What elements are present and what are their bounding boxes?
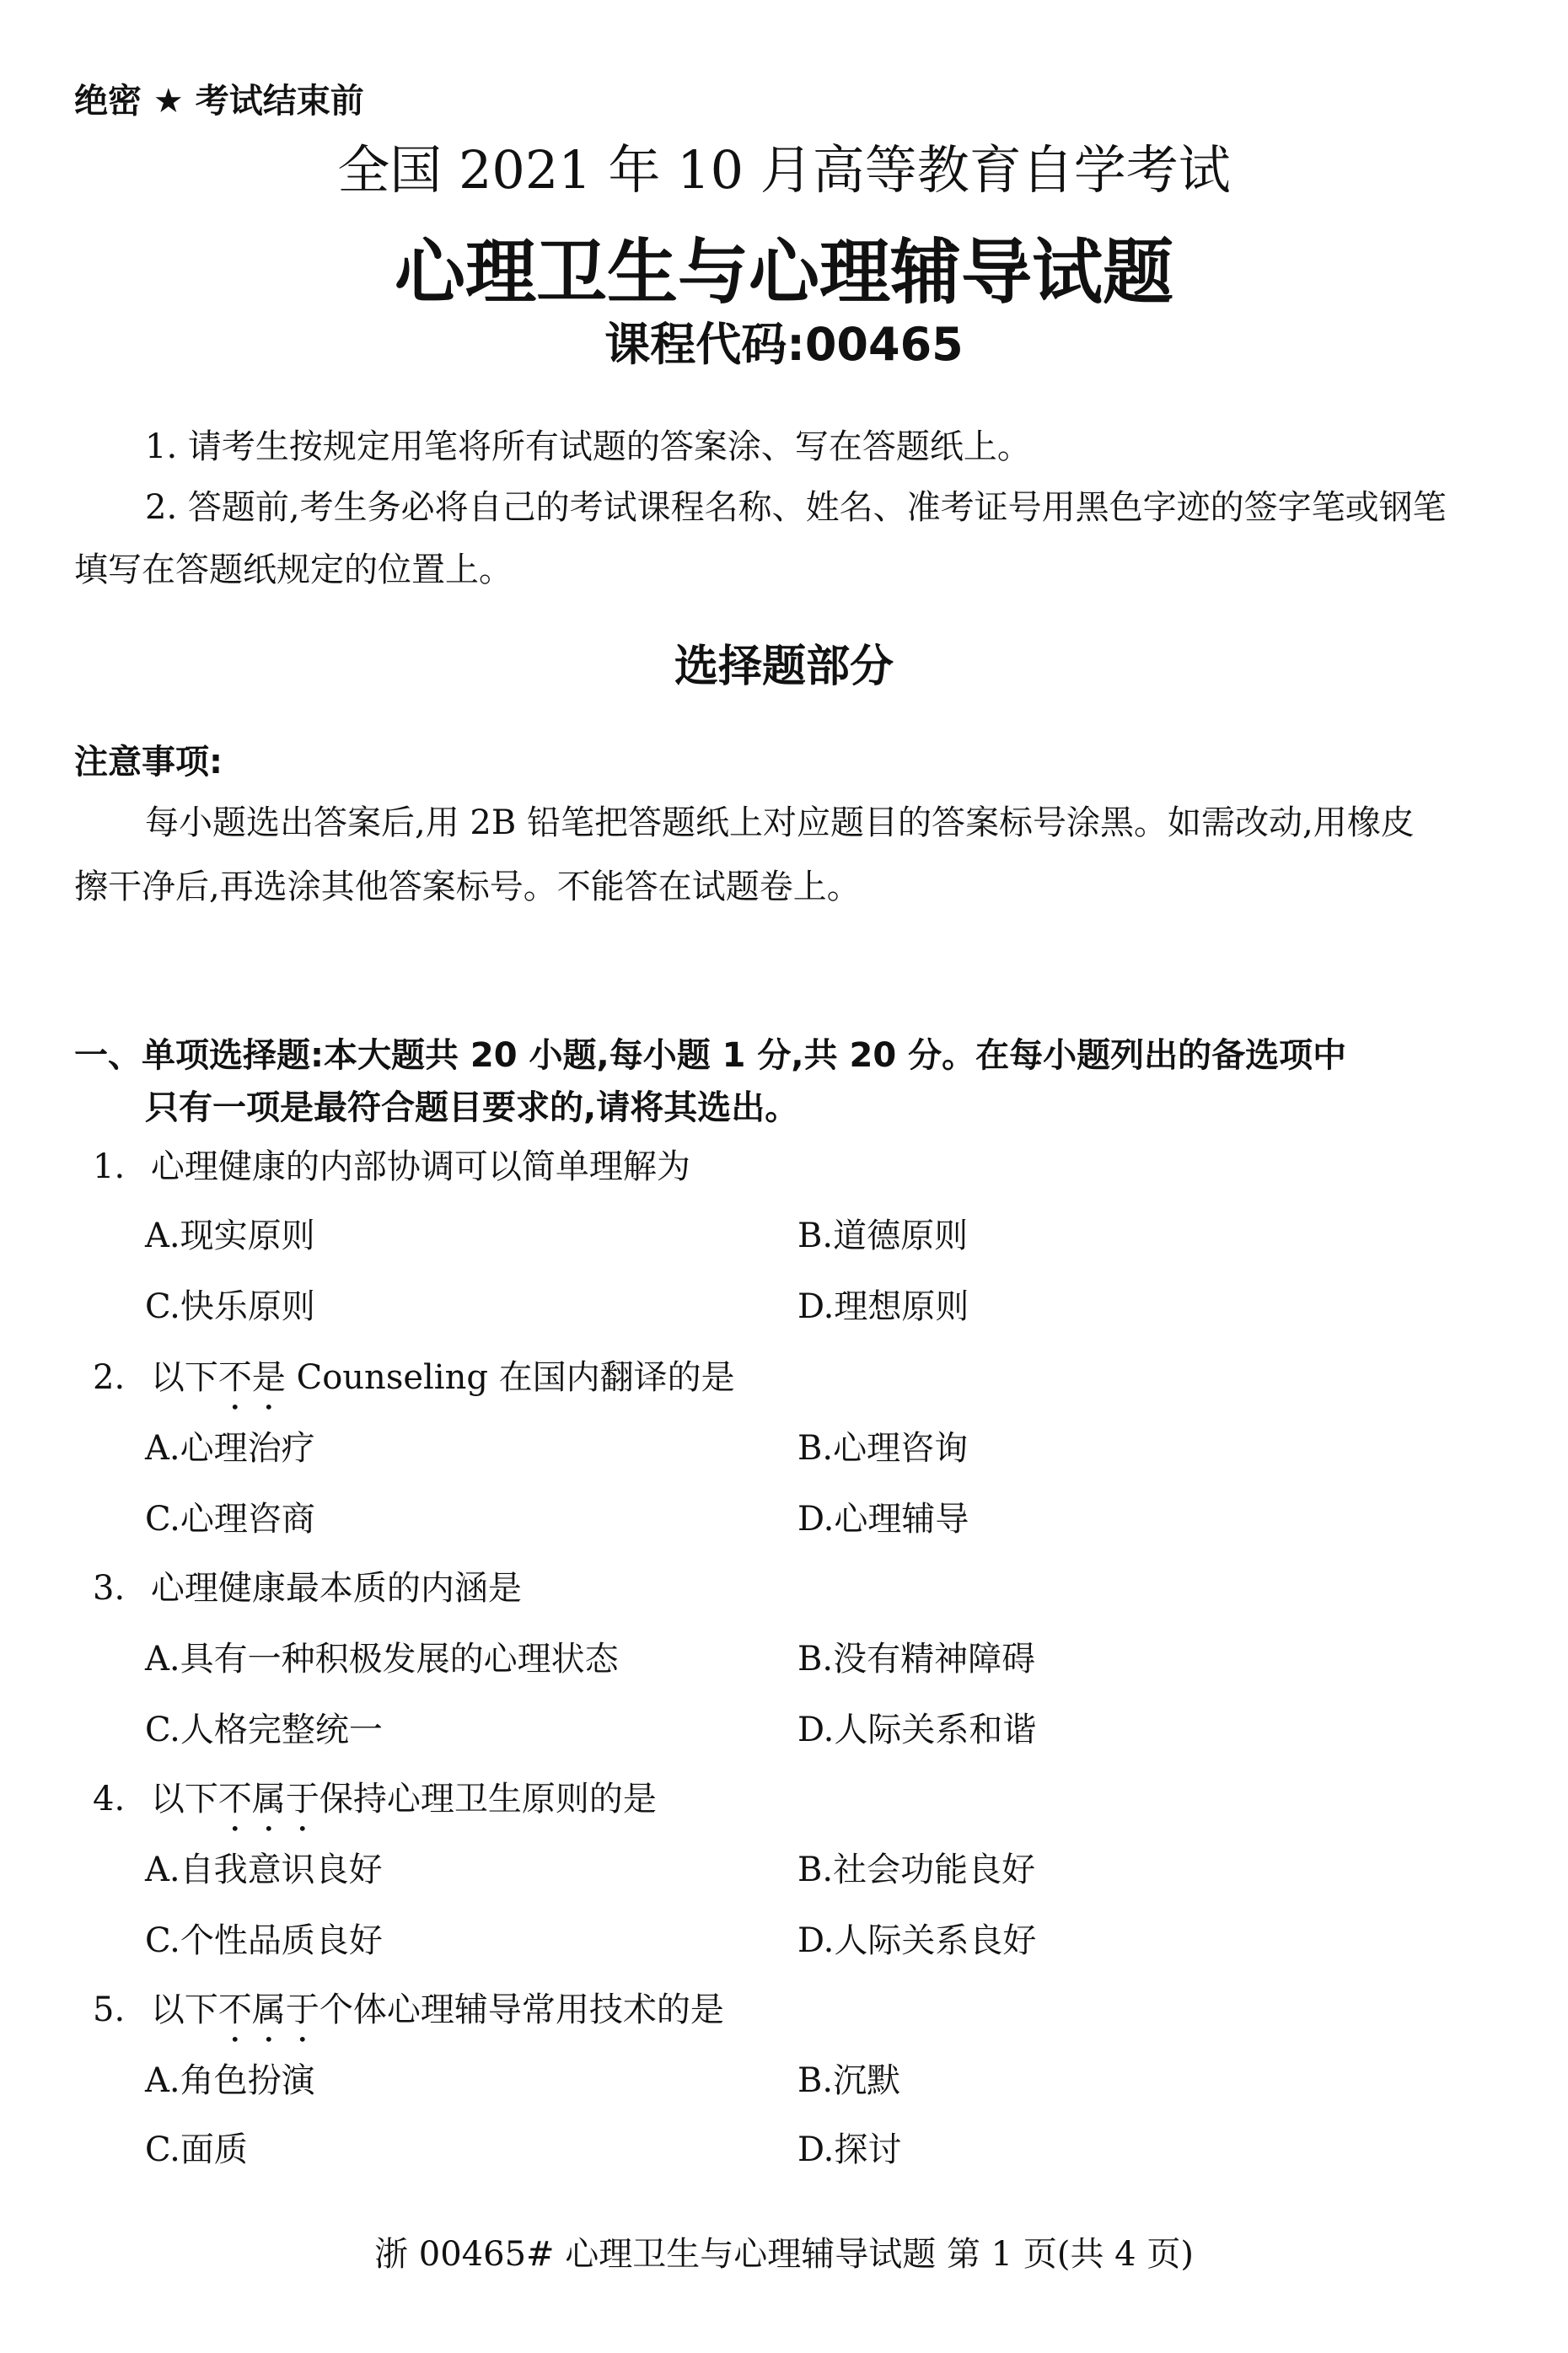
question-text-rest: Counseling 在国内翻译的是 xyxy=(285,1358,735,1397)
exam-title: 全国 2021 年 10 月高等教育自学考试 xyxy=(337,139,1231,201)
question-text-rest: 个体心理辅导常用技术的是 xyxy=(319,1990,724,2029)
option-c: C.个性品质良好 xyxy=(145,1921,383,1960)
option-d: D.探讨 xyxy=(797,2130,902,2169)
question-text: 以下 xyxy=(150,1358,218,1397)
question-emphasis: 不是 xyxy=(217,1358,286,1397)
option-b: B.没有精神障碍 xyxy=(797,1640,1036,1679)
question-stem xyxy=(93,1351,735,1417)
option-a: A.心理治疗 xyxy=(145,1429,315,1468)
option-c: C.快乐原则 xyxy=(145,1287,315,1326)
option-a: A.角色扮演 xyxy=(145,2061,315,2100)
option-b: B.社会功能良好 xyxy=(797,1851,1036,1889)
page-footer: 浙 00465# 心理卫生与心理辅导试题 第 1 页(共 4 页) xyxy=(374,2235,1194,2274)
option-c: C.人格完整统一 xyxy=(145,1711,383,1749)
option-c: C.面质 xyxy=(145,2130,248,2169)
question-text: 以下 xyxy=(150,1780,218,1818)
notice-label: 注意事项: xyxy=(74,743,223,782)
question-stem xyxy=(93,1140,690,1188)
question-text: 心理健康的内部协调可以简单理解为 xyxy=(150,1147,690,1186)
option-d: D.理想原则 xyxy=(797,1287,969,1326)
notice-text-cont: 擦干净后,再选涂其他答案标号。不能答在试题卷上。 xyxy=(74,868,861,906)
question-number: 2. xyxy=(93,1358,126,1397)
part-title-cont: 只有一项是最符合题目要求的,请将其选出。 xyxy=(145,1088,799,1127)
option-d: D.心理辅导 xyxy=(797,1500,969,1539)
course-code: 课程代码:00465 xyxy=(604,318,964,371)
instruction-2-cont: 填写在答题纸规定的位置上。 xyxy=(74,551,513,589)
option-a: A.自我意识良好 xyxy=(145,1851,383,1889)
instruction-1: 1. 请考生按规定用笔将所有试题的答案涂、写在答题纸上。 xyxy=(145,427,1031,466)
option-b: B.沉默 xyxy=(797,2061,901,2100)
question-number: 3. xyxy=(93,1569,126,1608)
option-c: C.心理咨商 xyxy=(145,1500,315,1539)
option-a: A.具有一种积极发展的心理状态 xyxy=(145,1640,619,1679)
option-b: B.道德原则 xyxy=(797,1217,969,1255)
question-text: 以下 xyxy=(150,1990,218,2029)
question-stem xyxy=(93,1983,724,2049)
instruction-2: 2. 答题前,考生务必将自己的考试课程名称、姓名、准考证号用黑色字迹的签字笔或钢笔 xyxy=(145,488,1447,527)
option-d: D.人际关系和谐 xyxy=(797,1711,1037,1749)
notice-text: 每小题选出答案后,用 2B 铅笔把答题纸上对应题目的答案标号涂黑。如需改动,用橡皮 xyxy=(145,803,1415,842)
paper-title: 心理卫生与心理辅导试题 xyxy=(394,231,1173,314)
option-b: B.心理咨询 xyxy=(797,1429,969,1468)
question-number: 4. xyxy=(93,1780,126,1818)
question-emphasis: 不属于 xyxy=(217,1990,320,2029)
option-a: A.现实原则 xyxy=(145,1217,315,1255)
question-text-rest: 保持心理卫生原则的是 xyxy=(319,1780,657,1818)
question-text: 心理健康最本质的内涵是 xyxy=(150,1569,522,1608)
question-number: 5. xyxy=(93,1990,126,2029)
question-stem xyxy=(93,1561,522,1609)
option-d: D.人际关系良好 xyxy=(797,1921,1037,1960)
question-stem xyxy=(93,1772,657,1839)
section-title: 选择题部分 xyxy=(674,642,894,692)
part-title: 一、单项选择题:本大题共 20 小题,每小题 1 分,共 20 分。在每小题列出的备选项中 xyxy=(74,1036,1347,1075)
confidential-mark: 绝密 ★ 考试结束前 xyxy=(74,82,364,121)
question-number: 1. xyxy=(93,1147,126,1186)
question-emphasis: 不属于 xyxy=(217,1780,320,1818)
